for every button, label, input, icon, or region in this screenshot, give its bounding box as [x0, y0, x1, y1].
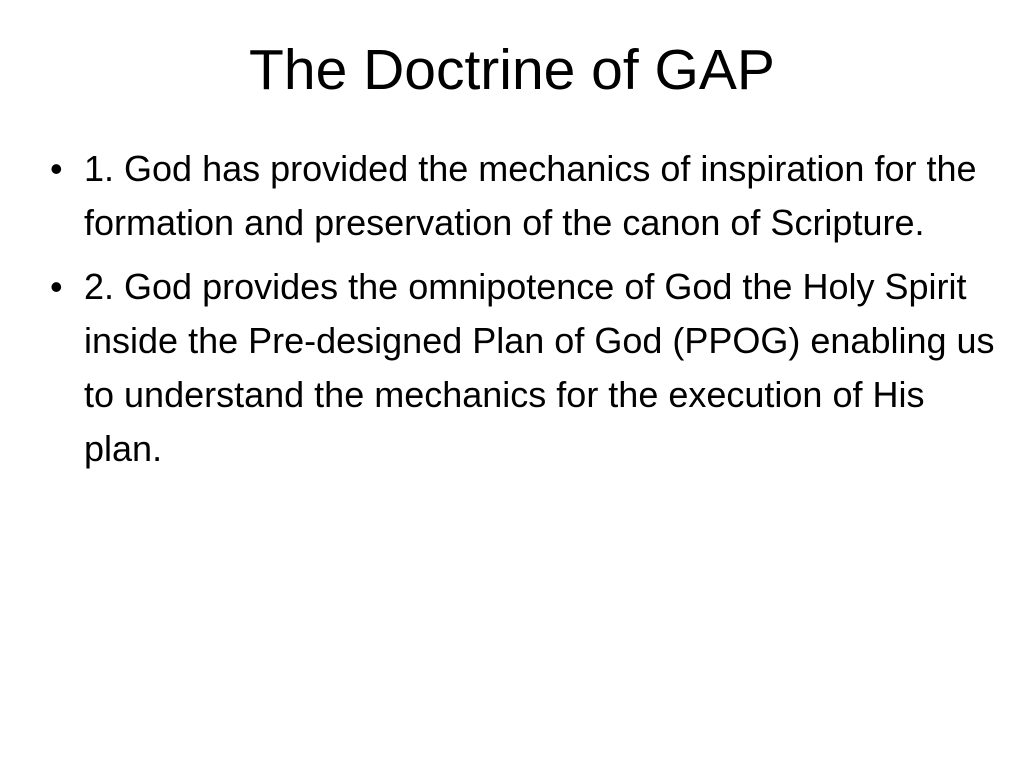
bullet-list: [50, 142, 1000, 486]
bullet-item: [50, 142, 1000, 250]
bullet-text: 2. God provides the omnipotence of God the Holy Spirit inside the Pre-designed Plan of God (PPOG) enabling us to understand the mechanics for the execution of His plan.: [84, 266, 995, 469]
bullet-icon: •: [50, 266, 63, 307]
bullet-item: [50, 260, 1000, 476]
slide-title: The Doctrine of GAP: [249, 38, 775, 102]
bullet-icon: •: [50, 148, 63, 189]
bullet-text: 1. God has provided the mechanics of inspiration for the formation and preservation of the canon of Scripture.: [84, 148, 977, 243]
